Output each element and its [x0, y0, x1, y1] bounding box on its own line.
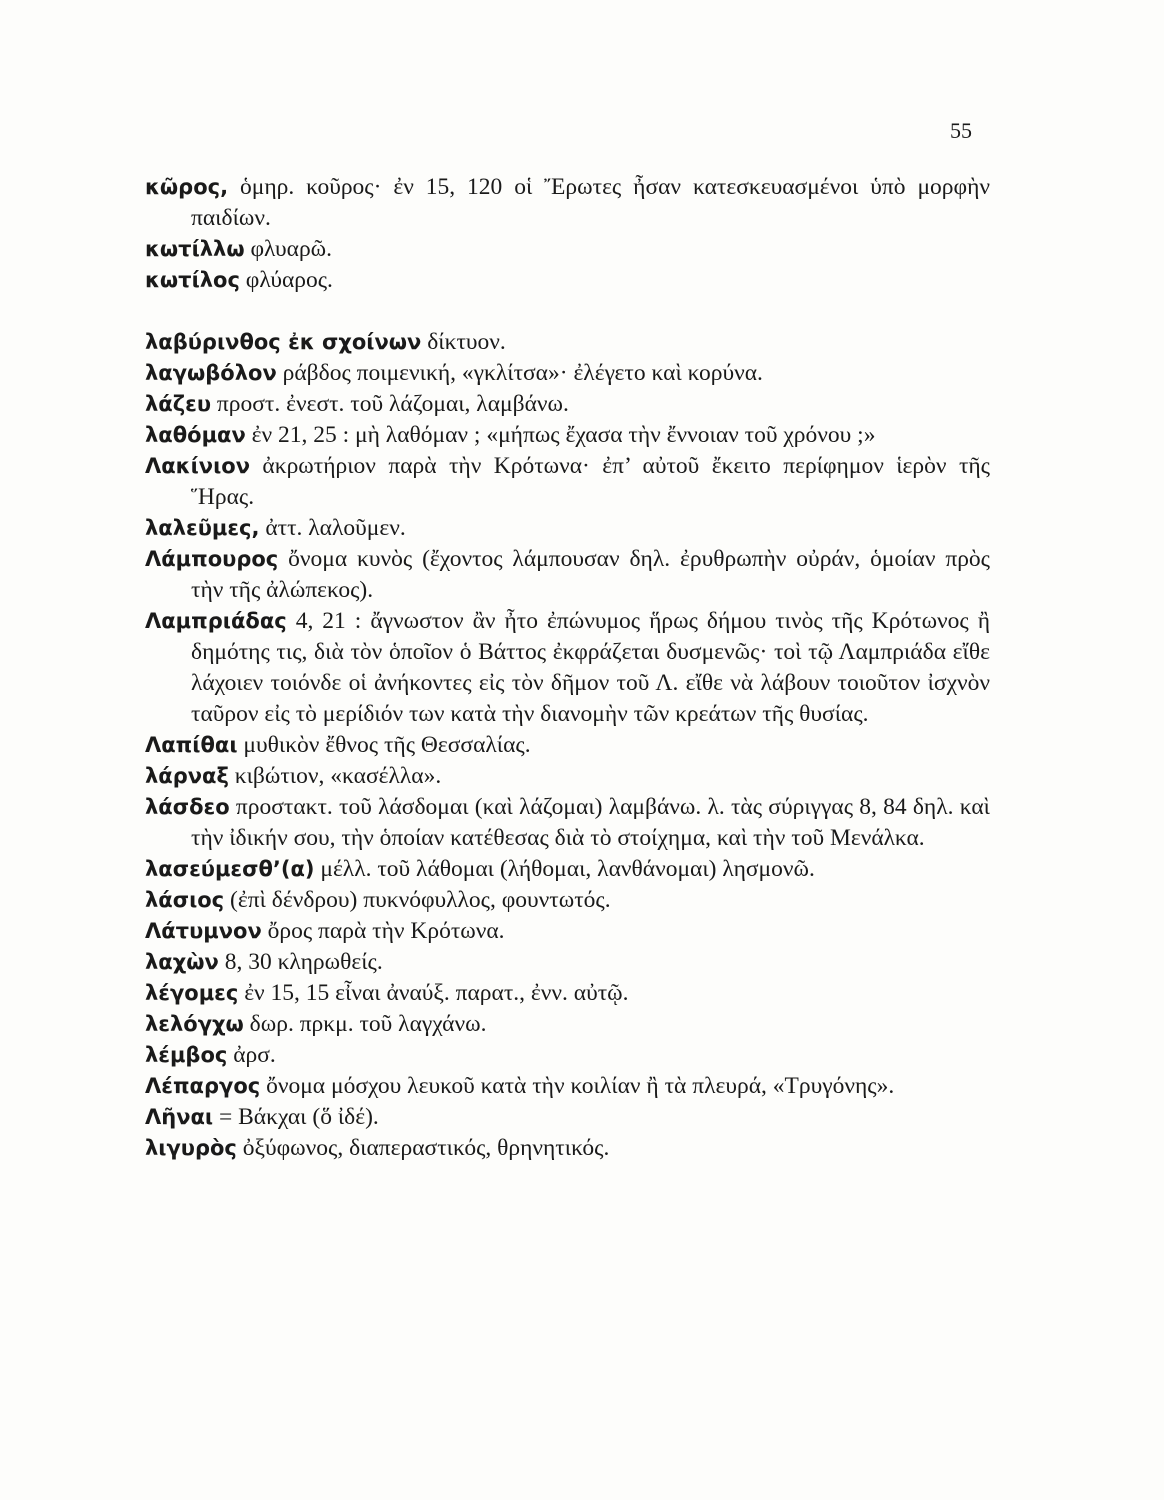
- entry-lasios: [145, 885, 990, 916]
- headword: λάζευ: [145, 392, 211, 416]
- entry-labyrinthos: [145, 327, 990, 358]
- headword: λέμβος: [145, 1043, 228, 1067]
- definition: ἀρσ.: [227, 1042, 276, 1068]
- definition: ἐν 21, 25 : μὴ λαθόμαν ; «μήπως ἔχασα τὴν ἔννοιαν τοῦ χρόνου ;»: [245, 422, 876, 448]
- headword: λάρναξ: [145, 764, 229, 788]
- entry-laseumesth: [145, 854, 990, 885]
- entry-laleumes: [145, 513, 990, 544]
- definition: ὄρος παρὰ τὴν Κρότωνα.: [261, 918, 505, 944]
- entry-lembos: [145, 1040, 990, 1071]
- definition: 4, 21 : ἄγνωστον ἂν ἦτο ἐπώνυμος ἥρως δήμου τινὸς τῆς Κρότωνος ἢ δημότης τις, διὰ τὸν ὁποῖον ὁ Βάττος ἐκφράζεται δυσμενῶς· τοὶ τῷ Λαμπριάδα εἴθε λάχοιεν τοιόνδε οἱ ἀνήκοντες εἰς τὸν δῆμον τοῦ Λ. εἴθε νὰ λάβουν τοιοῦτον ἰσχνὸν ταῦρον εἰς τὸ μερίδιόν των κατὰ τὴν διανομὴν τῶν κρεάτων τῆς θυσίας.: [191, 608, 990, 727]
- definition: ράβδος ποιμενική, «γκλίτσα»· ἐλέγετο καὶ κορύνα.: [276, 360, 763, 386]
- entry-lapithai: [145, 730, 990, 761]
- headword: λέγομες: [145, 981, 239, 1005]
- entry-lelonchko: [145, 1009, 990, 1040]
- headword: λάσδεο: [145, 795, 230, 819]
- headword: λαβύρινθος ἐκ σχοίνων: [145, 330, 422, 354]
- headword: Λάμπουρος: [145, 547, 279, 571]
- entry-lachon: [145, 947, 990, 978]
- entry-lampouros: [145, 544, 990, 606]
- definition: δίκτυον.: [421, 329, 506, 355]
- entry-lasdeo: [145, 792, 990, 854]
- definition: ἀκρωτήριον παρὰ τὴν Κρότωνα· ἐπ’ αὐτοῦ ἔκειτο περίφημον ἱερὸν τῆς Ἥρας.: [191, 453, 990, 510]
- headword: λαγωβόλον: [145, 361, 277, 385]
- definition: ὁμηρ. κοῦρος· ἐν 15, 120 οἱ Ἔρωτες ἦσαν κατεσκευασμένοι ὑπὸ μορφὴν παιδίων.: [191, 174, 990, 231]
- definition: κιβώτιον, «κασέλλα».: [228, 763, 442, 789]
- headword: Λάτυμνον: [145, 919, 262, 943]
- headword: Λαπίθαι: [145, 733, 238, 757]
- definition: δωρ. πρκμ. τοῦ λαγχάνω.: [243, 1011, 487, 1037]
- definition: προστακτ. τοῦ λάσδομαι (καὶ λάζομαι) λαμβάνω. λ. τὰς σύριγγας 8, 84 δηλ. καὶ τὴν ἰδικήν σου, τὴν ὁποίαν κατέθεσας διὰ τὸ στοίχημα, καὶ τὴν τοῦ Μενάλκα.: [191, 794, 990, 851]
- entry-larnax: [145, 761, 990, 792]
- headword: κωτίλλω: [145, 237, 245, 261]
- headword: λιγυρὸς: [145, 1136, 237, 1160]
- entry-lathoman: [145, 420, 990, 451]
- entry-legomes: [145, 978, 990, 1009]
- definition: προστ. ἐνεστ. τοῦ λάζομαι, λαμβάνω.: [211, 391, 569, 417]
- definition: = Βάκχαι (ὅ ἰδέ).: [213, 1104, 379, 1130]
- definition: ὄνομα μόσχου λευκοῦ κατὰ τὴν κοιλίαν ἢ τὰ πλευρά, «Τρυγόνης».: [260, 1073, 895, 1099]
- entry-ligyros: [145, 1133, 990, 1164]
- definition: ὄνομα κυνὸς (ἔχοντος λάμπουσαν δηλ. ἐρυθρωπὴν οὐράν, ὁμοίαν πρὸς τὴν τῆς ἀλώπεκος).: [191, 546, 990, 603]
- entry-kotilos: [145, 265, 990, 296]
- entry-kotillo: [145, 234, 990, 265]
- entry-koros: [145, 172, 990, 234]
- entry-lazeu: [145, 389, 990, 420]
- entry-lenai: [145, 1102, 990, 1133]
- definition: ἐν 15, 15 εἶναι ἀναύξ. παρατ., ἐνν. αὐτῷ.: [238, 980, 629, 1006]
- headword: Λαμπριάδας: [145, 609, 287, 633]
- definition: 8, 30 κληρωθείς.: [218, 949, 383, 975]
- page-number: 55: [950, 118, 972, 143]
- definition: (ἐπὶ δένδρου) πυκνόφυλλος, φουντωτός.: [224, 887, 611, 913]
- entry-lagobolon: [145, 358, 990, 389]
- entry-lepargos: [145, 1071, 990, 1102]
- definition: μέλλ. τοῦ λάθομαι (λήθομαι, λανθάνομαι) λησμονῶ.: [314, 856, 815, 882]
- headword: λασεύμεσθ’(α): [145, 857, 315, 881]
- headword: λαχὼν: [145, 950, 219, 974]
- entry-lampriadas: [145, 606, 990, 730]
- headword: κῶρος,: [145, 175, 229, 199]
- headword: κωτίλος: [145, 268, 240, 292]
- headword: Λέπαργος: [145, 1074, 261, 1098]
- headword: Λακίνιον: [145, 454, 250, 478]
- definition: ὀξύφωνος, διαπεραστικός, θρηνητικός.: [236, 1135, 610, 1161]
- entry-lakinion: [145, 451, 990, 513]
- headword: λαθόμαν: [145, 423, 246, 447]
- headword: Λῆναι: [145, 1105, 214, 1129]
- headword: λελόγχω: [145, 1012, 244, 1036]
- definition: ἀττ. λαλοῦμεν.: [259, 515, 406, 541]
- entry-latymnon: [145, 916, 990, 947]
- definition: φλύαρος.: [239, 267, 333, 293]
- headword: λαλεῦμες,: [145, 516, 260, 540]
- glossary-entries: [145, 172, 990, 1164]
- headword: λάσιος: [145, 888, 225, 912]
- definition: μυθικὸν ἔθνος τῆς Θεσσαλίας.: [237, 732, 531, 758]
- definition: φλυαρῶ.: [244, 236, 333, 262]
